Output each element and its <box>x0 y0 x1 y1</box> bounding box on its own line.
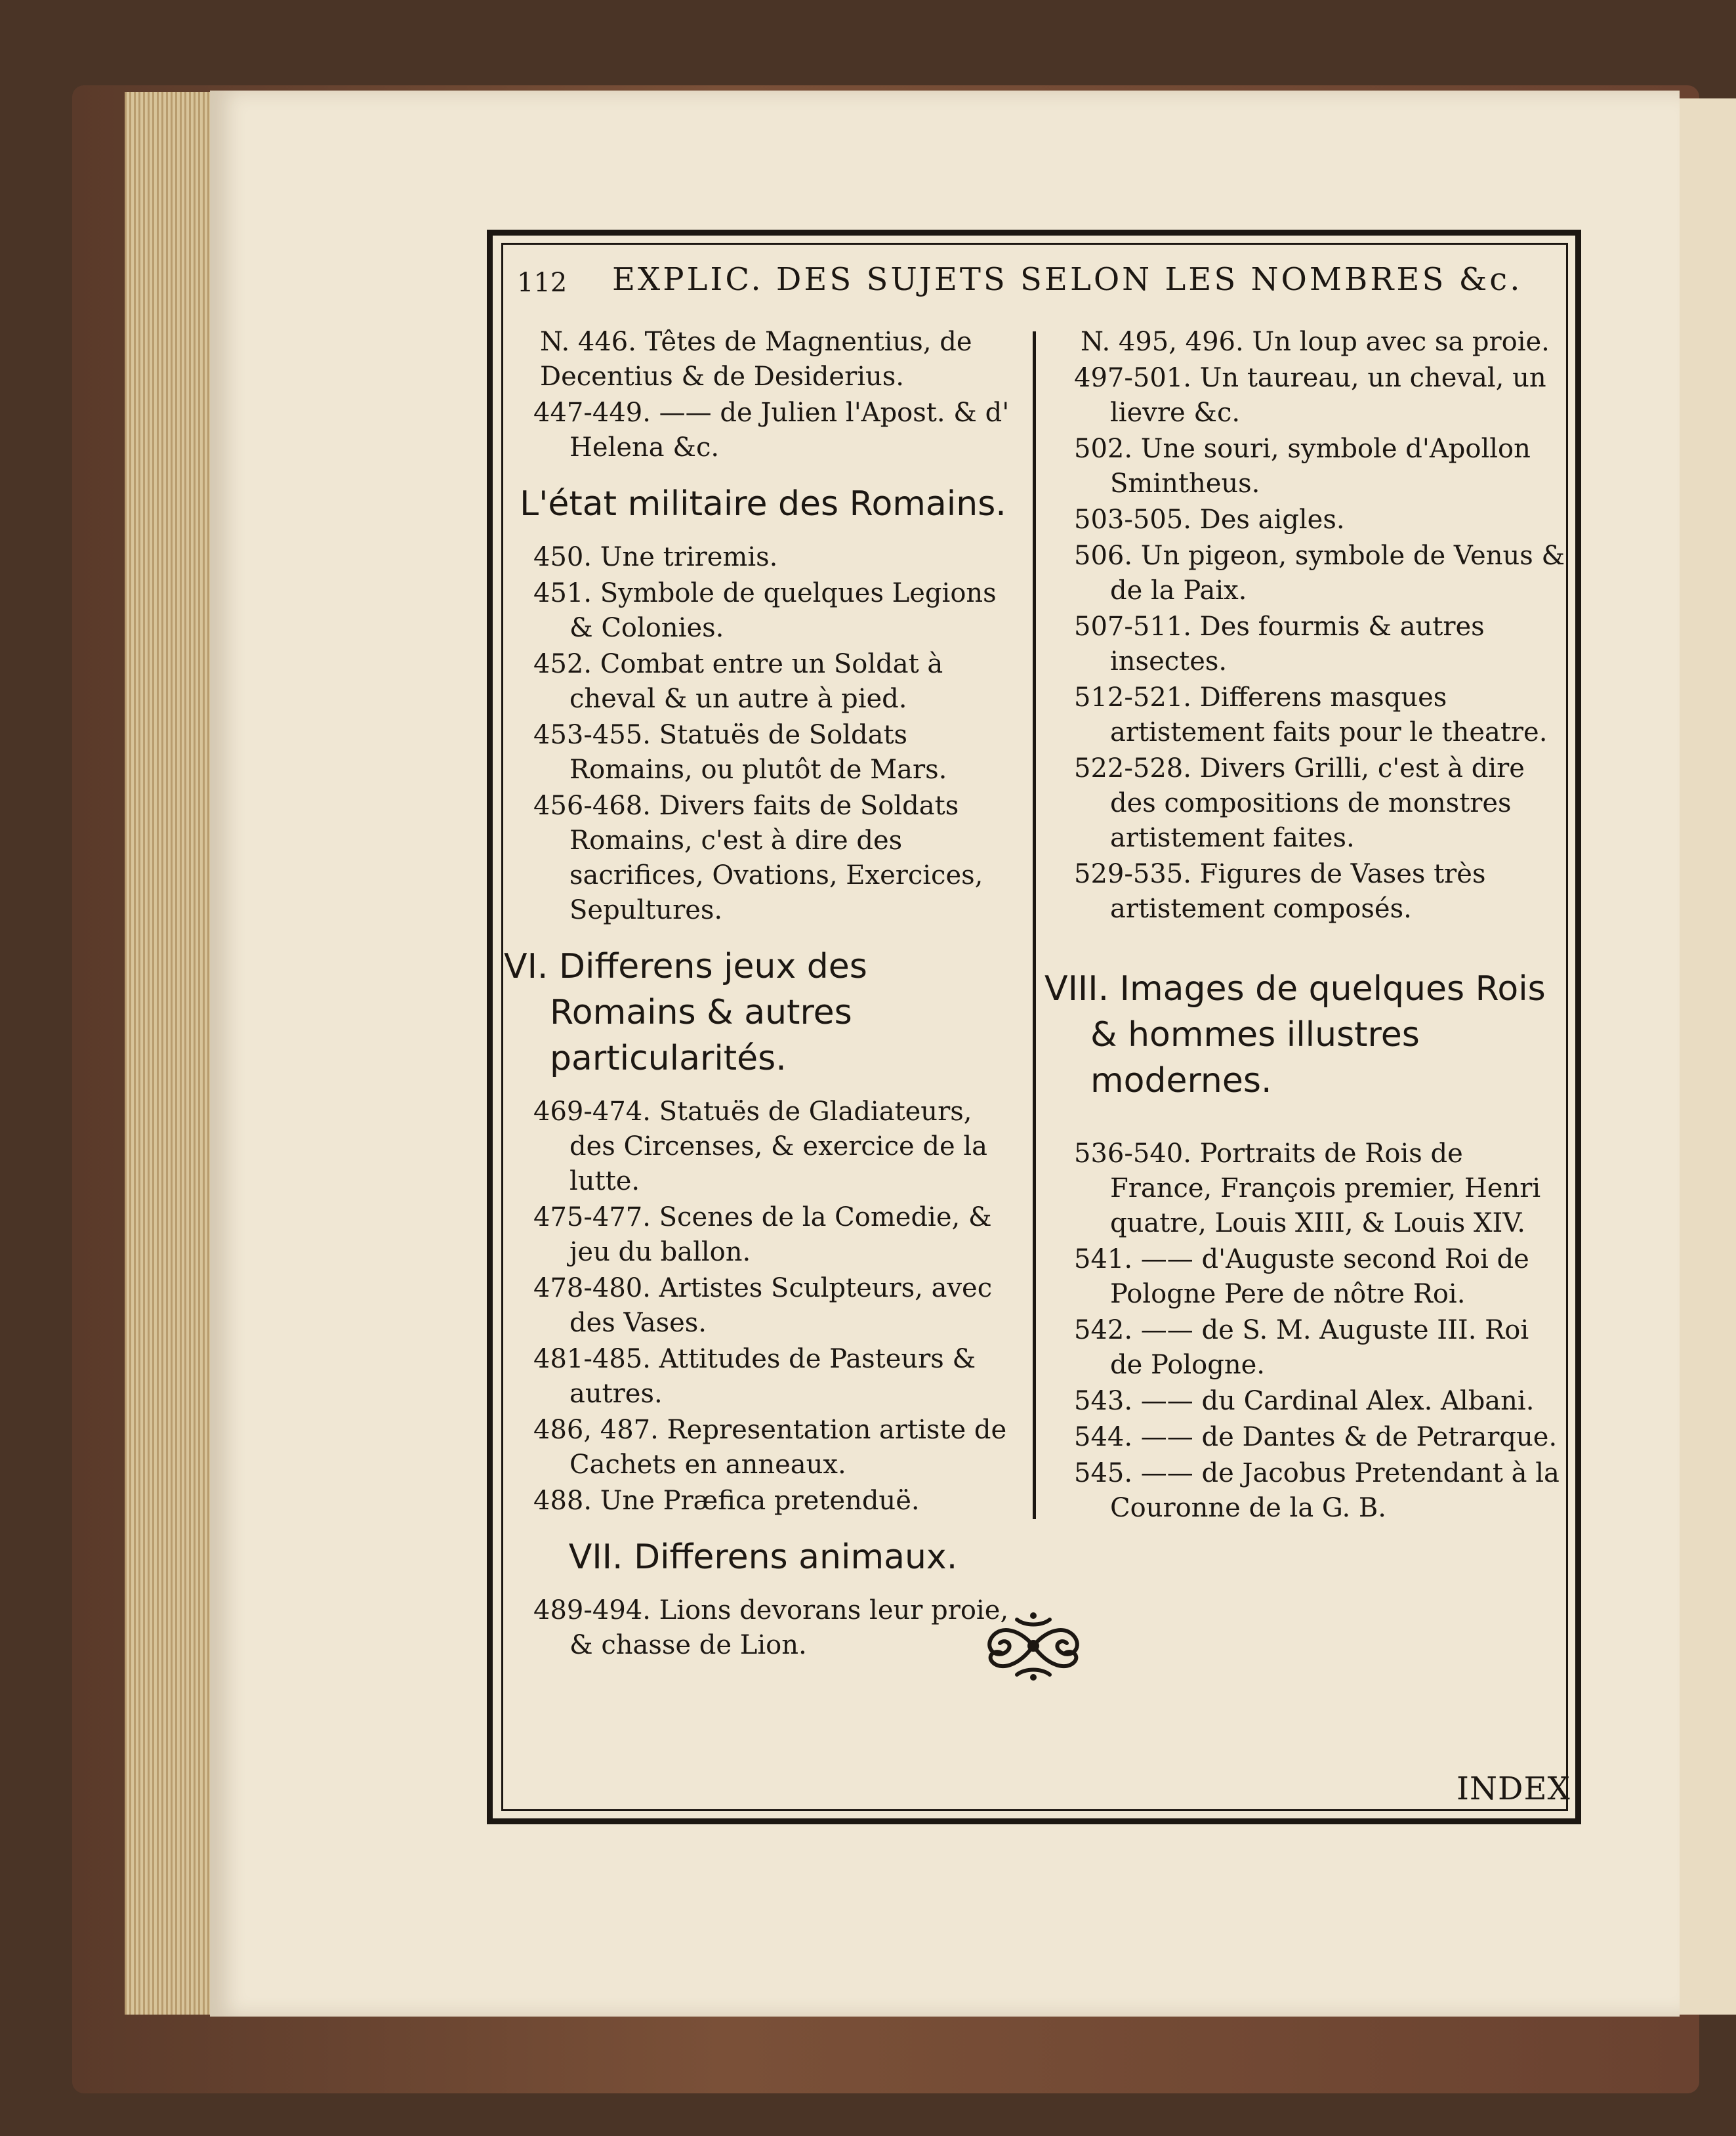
entry-text: Une Præfica pretenduë. <box>600 1486 920 1516</box>
list-item <box>504 647 1022 717</box>
entry-number: 453-455. <box>533 720 651 750</box>
entry-number: 529-535. <box>1074 859 1191 889</box>
entry-text: Statuës de Soldats Romains, ou plutôt de Mars. <box>569 720 947 785</box>
entry-number: 543. <box>1074 1386 1133 1416</box>
list-item <box>1044 1137 1566 1241</box>
entry-text: Têtes de Magnentius, de Decentius & de Desiderius. <box>540 327 972 392</box>
list-item <box>1044 432 1566 501</box>
entry-text: Divers faits de Soldats Romains, c'est à dire des sacrifices, Ovations, Exercices, Sepultures. <box>569 791 983 925</box>
entry-number: 502. <box>1074 434 1133 464</box>
entry-number: 536-540. <box>1074 1139 1191 1169</box>
page-edges <box>125 92 217 2015</box>
entry-text: Un pigeon, symbole de Venus & de la Paix. <box>1110 541 1565 606</box>
list-item <box>504 1200 1022 1270</box>
entry-text: Un loup avec sa proie. <box>1252 327 1550 357</box>
entry-text: Attitudes de Pasteurs & autres. <box>569 1344 976 1409</box>
entry-text: Lions devorans leur proie, & chasse de Lion. <box>569 1595 1009 1660</box>
entry-text: Une souri, symbole d'Apollon Smintheus. <box>1110 434 1531 499</box>
entry-number: 544. <box>1074 1422 1133 1452</box>
list-item <box>1044 1313 1566 1383</box>
entry-text: —— de Julien l'Apost. & d' Helena &c. <box>569 398 1010 463</box>
list-item <box>504 540 1022 575</box>
entry-text: —— du Cardinal Alex. Albani. <box>1140 1386 1535 1416</box>
entry-text: Statuës de Gladiateurs, des Circenses, & exercice de la lutte. <box>569 1097 987 1196</box>
entry-text: Figures de Vases très artistement composés. <box>1110 859 1486 924</box>
section-heading: VIII. Images de quelques Rois & hommes illustres modernes. <box>1044 969 1546 1100</box>
entry-number: 452. <box>533 649 592 679</box>
catchword: INDEX <box>1457 1770 1571 1807</box>
section-heading: VI. Differens jeux des Romains & autres particularités. <box>504 947 867 1078</box>
list-item <box>504 789 1022 928</box>
list-item <box>1044 1242 1566 1312</box>
list-item <box>1044 1456 1566 1526</box>
right-column <box>1044 325 1566 1527</box>
entry-number: 545. <box>1074 1458 1133 1488</box>
list-item <box>504 1593 1022 1663</box>
list-item <box>504 1413 1022 1482</box>
column-rule <box>1033 331 1036 1519</box>
list-item <box>504 325 1022 394</box>
entry-number: 542. <box>1074 1315 1133 1345</box>
list-item <box>504 576 1022 646</box>
entry-text: Artistes Sculpteurs, avec des Vases. <box>569 1273 993 1338</box>
entry-number: 507-511. <box>1074 612 1191 642</box>
running-title: EXPLIC. DES SUJETS SELON LES NOMBRES &c. <box>612 261 1523 298</box>
entry-text: Scenes de la Comedie, & jeu du ballon. <box>569 1202 992 1267</box>
list-item <box>504 718 1022 787</box>
entry-text: Representation artiste de Cachets en anneaux. <box>569 1415 1007 1480</box>
list-item <box>1044 539 1566 608</box>
entry-number: 469-474. <box>533 1097 651 1127</box>
entry-number: 486, 487. <box>533 1415 659 1445</box>
list-item <box>1044 1384 1566 1419</box>
entry-text: Symbole de quelques Legions & Colonies. <box>569 578 997 643</box>
entry-number: 488. <box>533 1486 592 1516</box>
list-item <box>1044 1420 1566 1455</box>
entry-number: 456-468. <box>533 791 651 821</box>
entry-number: N. 446. <box>540 327 636 357</box>
running-head <box>517 261 1523 307</box>
list-item <box>1044 751 1566 856</box>
entry-text: Combat entre un Soldat à cheval & un autre à pied. <box>569 649 943 714</box>
entry-text: Portraits de Rois de France, François premier, Henri quatre, Louis XIII, & Louis XIV. <box>1110 1139 1541 1238</box>
facing-page-edge <box>1670 98 1736 2015</box>
entry-number: 475-477. <box>533 1202 651 1232</box>
entry-number: 512-521. <box>1074 682 1191 713</box>
entry-text: Differens masques artistement faits pour le theatre. <box>1110 682 1548 747</box>
list-item <box>1044 681 1566 750</box>
entry-number: 451. <box>533 578 592 608</box>
list-item <box>504 1271 1022 1341</box>
section-heading: VII. Differens animaux. <box>568 1538 958 1577</box>
list-item <box>1044 325 1566 360</box>
page-number: 112 <box>517 268 568 298</box>
entry-number: 497-501. <box>1074 363 1191 393</box>
entry-number: 447-449. <box>533 398 651 428</box>
entry-text: Un taureau, un cheval, un lievre &c. <box>1110 363 1546 428</box>
entry-number: 478-480. <box>533 1273 651 1303</box>
entry-number: 506. <box>1074 541 1133 571</box>
list-item <box>1044 857 1566 927</box>
entry-number: 450. <box>533 542 592 572</box>
entry-text: —— de Jacobus Pretendant à la Couronne de la G. B. <box>1110 1458 1560 1523</box>
list-item <box>504 1095 1022 1199</box>
entry-text: Des aigles. <box>1199 505 1345 535</box>
list-item <box>1044 503 1566 537</box>
entry-text: Divers Grilli, c'est à dire des compositions de monstres artistement faites. <box>1110 753 1525 853</box>
list-item <box>504 396 1022 465</box>
entry-text: —— d'Auguste second Roi de Pologne Pere de nôtre Roi. <box>1110 1244 1529 1309</box>
entry-text: —— de Dantes & de Petrarque. <box>1140 1422 1558 1452</box>
entry-text: —— de S. M. Auguste III. Roi de Pologne. <box>1110 1315 1529 1380</box>
list-item <box>1044 610 1566 679</box>
list-item <box>1044 361 1566 430</box>
entry-text: Une triremis. <box>600 542 778 572</box>
left-column <box>504 325 1022 1664</box>
fleuron-icon <box>978 1606 1089 1685</box>
section-heading: L'état militaire des Romains. <box>520 484 1006 524</box>
entry-text: Des fourmis & autres insectes. <box>1110 612 1485 677</box>
entry-number: 489-494. <box>533 1595 651 1625</box>
entry-number: 481-485. <box>533 1344 651 1374</box>
entry-number: 541. <box>1074 1244 1133 1274</box>
list-item <box>504 1484 1022 1518</box>
entry-number: N. 495, 496. <box>1081 327 1244 357</box>
entry-number: 503-505. <box>1074 505 1191 535</box>
entry-number: 522-528. <box>1074 753 1191 784</box>
list-item <box>504 1342 1022 1412</box>
